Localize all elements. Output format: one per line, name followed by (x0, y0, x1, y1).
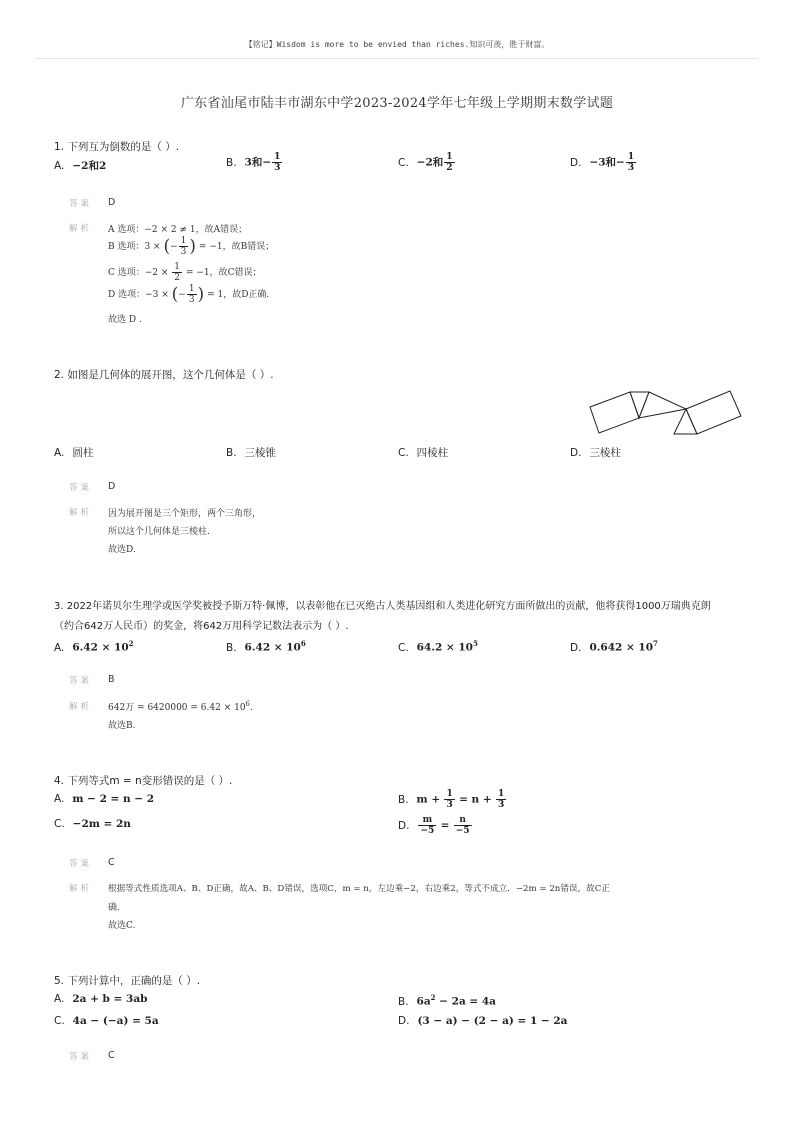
option-text: 三棱锥 (244, 447, 277, 459)
q2-analysis-line-1: 因为展开图是三个矩形，两个三角形， (108, 509, 262, 519)
option-label: B. (398, 793, 409, 806)
q1-option-b[interactable] (226, 152, 283, 173)
q4-option-c[interactable] (54, 818, 131, 830)
q1-analysis-line-4: D 选项：−3 × (− $\frac{1}{3}$ ) = 1，故D正确. (108, 284, 270, 305)
page-title: 广东省汕尾市陆丰市湖东中学2023-2024学年七年级上学期期末数学试题 (180, 96, 614, 111)
q3-option-b[interactable]: B. $6.42 \times 10^6$ (226, 639, 306, 654)
option-text: 圆柱 (72, 447, 94, 459)
net-triangle (630, 392, 649, 418)
option-text: m + (416, 793, 441, 806)
option-label: A. (54, 447, 65, 459)
fraction: $\frac{1}{3}$ (188, 284, 195, 305)
fraction: $\frac{n}{-5}$ (455, 815, 470, 836)
q4-analysis-line-1: 根据等式性质选项A、B、D正确，故A、B、D错误，选项C，m = n，左边乘−2，右边乘2，等式不成立．−2m = 2n错误，故C正 (108, 884, 610, 894)
option-label: D. (570, 447, 582, 459)
option-label: C. (398, 156, 409, 169)
fraction: $\frac{m}{-5}$ (420, 815, 435, 836)
header-divider (36, 58, 758, 59)
q3-analysis-line-1: 642万 = $6420000 = 6.42 \times 10^6$. (108, 700, 253, 713)
header-motto: 【铭记】Wisdom is more to be envied than riches.知识可羡，胜于财富。 (244, 40, 550, 49)
option-label: C. (398, 447, 409, 459)
analysis-label: 解析 (69, 508, 93, 518)
fraction: $\frac{1}{3}$ (180, 236, 187, 257)
option-text: 4a − (−a) = 5a (72, 1015, 159, 1027)
option-label: C. (398, 641, 409, 654)
q4-option-b[interactable]: B. m + $\frac{1}{3}$ = n + $\frac{1}{3}$ (398, 789, 505, 810)
option-label: B. (226, 447, 237, 459)
q3-answer: B (108, 674, 115, 685)
option-text: 3和− (244, 156, 272, 169)
q2-option-a[interactable] (54, 445, 93, 460)
q3-analysis-line-2: 故选B. (108, 721, 136, 731)
option-text: 6a (416, 995, 431, 1008)
q5-answer: C (108, 1050, 115, 1061)
option-text: −3和− (589, 156, 625, 169)
net-rectangle (686, 391, 741, 434)
q2-analysis-line-2: 所以这个几何体是三棱柱. (108, 527, 210, 537)
q3-stem-line-1: 3. 2022年诺贝尔生理学或医学奖被授予斯万特·佩博，以表彰他在已灭绝古人类基因组和人类进化研究方面所做出的贡献，他将获得1000万瑞典克朗 (54, 601, 711, 612)
option-text: 6.42 × 10 (244, 641, 301, 654)
option-text: −2和 (416, 156, 444, 169)
q5-stem: 5. 下列计算中，正确的是（ ）. (54, 975, 201, 987)
q1-option-a[interactable] (54, 158, 106, 173)
net-rectangle (639, 392, 686, 418)
net-triangle (674, 409, 697, 434)
option-label: C. (54, 818, 65, 830)
option-label: D. (570, 156, 582, 169)
q1-stem: 1. 下列互为倒数的是（ ）. (54, 141, 180, 153)
option-label: C. (54, 1015, 65, 1027)
q5-option-b[interactable]: B. $6a^2 - 2a = 4a$ (398, 993, 496, 1008)
prism-net-figure (588, 385, 744, 437)
answer-label: 答案 (69, 676, 93, 686)
analysis-label: 解析 (69, 884, 93, 894)
q4-answer: C (108, 857, 115, 868)
option-text: −2m = 2n (72, 818, 131, 830)
q5-option-a[interactable] (54, 993, 147, 1005)
q3-option-a[interactable]: A. $6.42 \times 10^2$ (54, 639, 134, 654)
option-text: m − 2 = n − 2 (72, 793, 155, 805)
q4-stem: 4. 下列等式m = n变形错误的是（ ）. (54, 775, 233, 787)
q1-option-d[interactable] (570, 152, 637, 173)
option-label: D. (570, 641, 582, 654)
q1-analysis-line-5: 故选 D . (108, 315, 142, 325)
fraction: $\frac{1}{3}$ (274, 152, 281, 173)
q1-analysis-line-2: B 选项：3 × (− $\frac{1}{3}$ ) = −1，故B错误； (108, 236, 275, 257)
q1-option-c[interactable] (398, 152, 456, 173)
option-label: B. (398, 995, 409, 1008)
option-text: 四棱柱 (416, 447, 449, 459)
analysis-label: 解析 (69, 224, 93, 234)
q2-analysis-line-3: 故选D. (108, 545, 136, 555)
q4-option-d[interactable]: D. $\frac{m}{-5}$ = $\frac{n}{-5}$ (398, 815, 470, 836)
q5-option-c[interactable] (54, 1015, 159, 1027)
fraction: $\frac{1}{2}$ (174, 262, 181, 283)
fraction: $\frac{1}{3}$ (446, 789, 453, 810)
option-text: 0.642 × 10 (589, 641, 654, 654)
option-label: D. (398, 819, 410, 832)
q4-option-a[interactable] (54, 793, 154, 805)
option-label: A. (54, 641, 65, 654)
option-text: 三棱柱 (589, 447, 621, 459)
option-text: 64.2 × 10 (416, 641, 473, 654)
fraction: $\frac{1}{3}$ (497, 789, 505, 810)
answer-label: 答案 (69, 199, 93, 209)
q3-option-c[interactable]: C. $64.2 \times 10^5$ (398, 639, 478, 654)
q1-answer: D (108, 197, 116, 208)
q4-analysis-line-3: 故选C. (108, 921, 136, 931)
q1-analysis-line-3: C 选项：−2 × $\frac{1}{2}$ = −1，故C错误； (108, 262, 262, 283)
option-label: A. (54, 793, 65, 805)
answer-label: 答案 (69, 859, 93, 869)
q3-option-d[interactable]: D. $0.642 \times 10^7$ (570, 639, 658, 654)
option-label: B. (226, 156, 237, 169)
q5-option-d[interactable] (398, 1015, 568, 1027)
q2-option-b[interactable] (226, 445, 276, 460)
answer-label: 答案 (69, 483, 93, 493)
fraction: $\frac{1}{2}$ (446, 152, 453, 173)
q2-option-c[interactable] (398, 445, 448, 460)
fraction: $\frac{1}{3}$ (627, 152, 635, 173)
option-label: A. (54, 160, 65, 172)
q1-analysis-line-1: A 选项：−2 × 2 ≠ 1，故A错误； (108, 225, 248, 235)
q3-stem-line-2: （约合642万人民币）的奖金，将642万用科学记数法表示为（ ）. (54, 621, 349, 632)
option-text: 6.42 × 10 (72, 641, 129, 654)
option-text: 2a + b = 3ab (72, 993, 148, 1005)
option-label: D. (398, 1015, 410, 1027)
option-label: A. (54, 993, 65, 1005)
q2-answer: D (108, 481, 116, 492)
q2-option-d[interactable] (570, 445, 621, 460)
q2-stem: 2. 如图是几何体的展开图，这个几何体是（ ）. (54, 369, 274, 381)
option-label: B. (226, 641, 237, 654)
option-text: (3 − a) − (2 − a) = 1 − 2a (417, 1015, 568, 1027)
option-text: −2和2 (72, 160, 107, 172)
answer-label: 答案 (69, 1052, 93, 1062)
analysis-label: 解析 (69, 702, 93, 712)
q4-analysis-line-2: 确． (108, 903, 127, 913)
